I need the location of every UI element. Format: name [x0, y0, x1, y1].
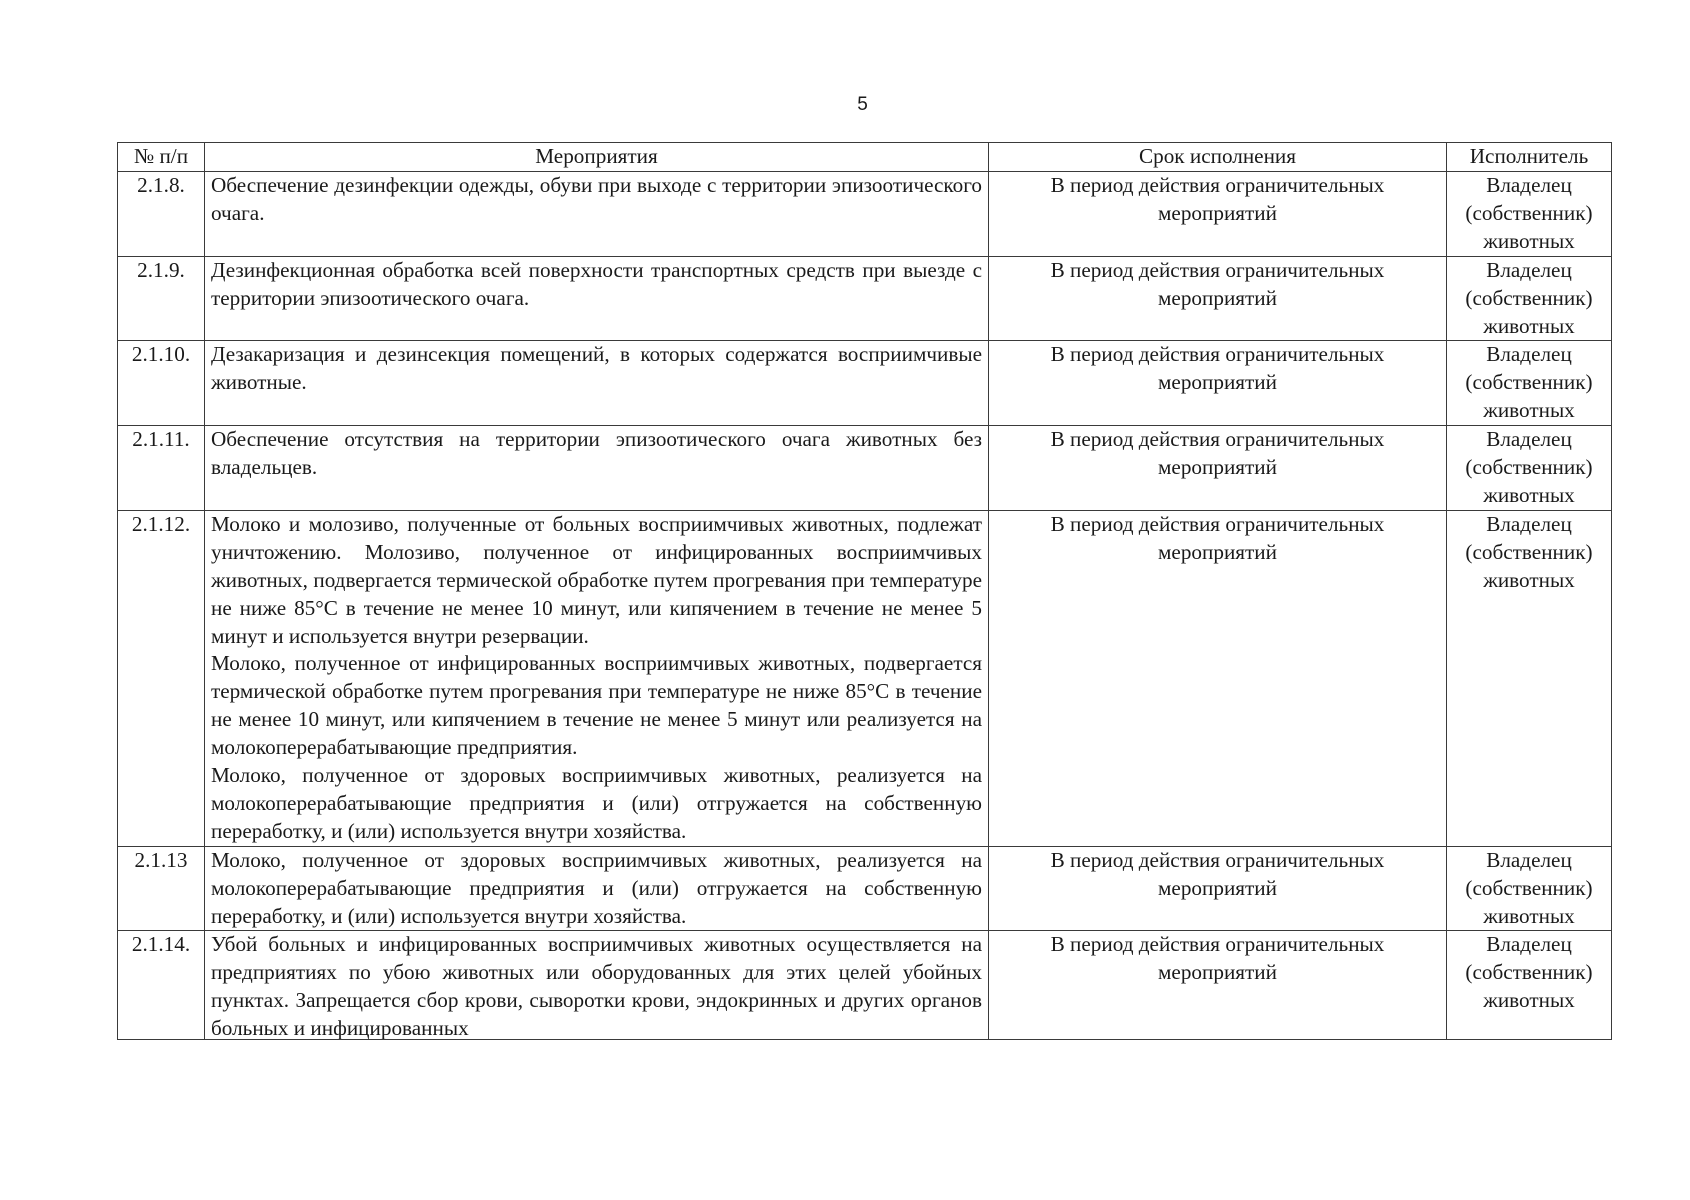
table-row: [118, 931, 1612, 1040]
row-number: 2.1.10.: [118, 341, 205, 426]
activity-clip: [211, 931, 982, 1039]
header-term: Срок исполнения: [989, 143, 1447, 172]
activity-paragraph: Молоко и молозиво, полученные от больных восприимчивых животных, подлежат уничтожению. Молозиво, полученное от инфицированных восприимчивых животных, подвергается термической обработке путем прогревания при температуре не ниже 85°С в течение не менее 10 минут, или кипячением в течение не менее 5 минут и используется внутри резервации.: [211, 511, 982, 648]
row-term: В период действия ограничительных мероприятий: [989, 172, 1447, 257]
row-activity: [205, 426, 989, 511]
row-executor: Владелец (собственник) животных: [1447, 256, 1612, 341]
row-activity: [205, 341, 989, 426]
row-number: 2.1.9.: [118, 256, 205, 341]
header-executor: Исполнитель: [1447, 143, 1612, 172]
activity-paragraph: Дезинфекционная обработка всей поверхности транспортных средств при выезде с территории эпизоотического очага.: [211, 257, 982, 310]
row-term: В период действия ограничительных мероприятий: [989, 341, 1447, 426]
header-activity: Мероприятия: [205, 143, 989, 172]
row-number: 2.1.13: [118, 846, 205, 931]
table-row: [118, 172, 1612, 257]
row-executor: Владелец (собственник) животных: [1447, 341, 1612, 426]
activity-paragraph: Обеспечение отсутствия на территории эпизоотического очага животных без владельцев.: [211, 427, 982, 480]
page-number: 5: [857, 94, 868, 115]
table-row: [118, 341, 1612, 426]
row-activity: [205, 172, 989, 257]
header-num: № п/п: [118, 143, 205, 172]
row-activity: [205, 931, 989, 1040]
row-activity: [205, 846, 989, 931]
row-number: 2.1.11.: [118, 426, 205, 511]
activity-paragraph: Молоко, полученное от здоровых восприимчивых животных, реализуется на молокоперерабатывающие предприятия и (или) отгружается на собственную переработку, и (или) используется внутри хозяйства.: [211, 847, 982, 928]
table-header-row: [118, 143, 1612, 172]
row-term: В период действия ограничительных мероприятий: [989, 256, 1447, 341]
row-activity: [205, 256, 989, 341]
row-number: 2.1.8.: [118, 172, 205, 257]
activity-paragraph: Дезакаризация и дезинсекция помещений, в которых содержатся восприимчивые животные.: [211, 342, 982, 395]
table-row: [118, 846, 1612, 931]
table-row: [118, 510, 1612, 846]
row-term: В период действия ограничительных мероприятий: [989, 510, 1447, 846]
row-term: В период действия ограничительных мероприятий: [989, 426, 1447, 511]
row-executor: Владелец (собственник) животных: [1447, 846, 1612, 931]
row-activity: [205, 510, 989, 846]
row-executor: Владелец (собственник) животных: [1447, 510, 1612, 846]
table-row: [118, 426, 1612, 511]
row-executor: Владелец (собственник) животных: [1447, 426, 1612, 511]
row-executor: Владелец (собственник) животных: [1447, 931, 1612, 1040]
activity-paragraph: Обеспечение дезинфекции одежды, обуви при выходе с территории эпизоотического очага.: [211, 173, 982, 225]
row-number: 2.1.14.: [118, 931, 205, 1040]
row-number: 2.1.12.: [118, 510, 205, 846]
activity-paragraph: Молоко, полученное от здоровых восприимчивых животных, реализуется на молокоперерабатывающие предприятия и (или) отгружается на собственную переработку, и (или) используется внутри хозяйства.: [211, 763, 982, 843]
measures-table: [117, 142, 1612, 1040]
table-row: [118, 256, 1612, 341]
row-executor: Владелец (собственник) животных: [1447, 172, 1612, 257]
activity-paragraph: Убой больных и инфицированных восприимчивых животных осуществляется на предприятиях по убою животных или оборудованных для этих целей убойных пунктах. Запрещается сбор крови, сыворотки крови, эндокринных и других органов больных и инфицированных: [211, 932, 982, 1040]
row-term: В период действия ограничительных мероприятий: [989, 931, 1447, 1040]
row-term: В период действия ограничительных мероприятий: [989, 846, 1447, 931]
activity-paragraph: Молоко, полученное от инфицированных восприимчивых животных, подвергается термической обработке путем прогревания при температуре не ниже 85°С в течение не менее 10 минут, или кипячением в течение не менее 5 минут или реализуется на молокоперерабатывающие предприятия.: [211, 651, 982, 760]
